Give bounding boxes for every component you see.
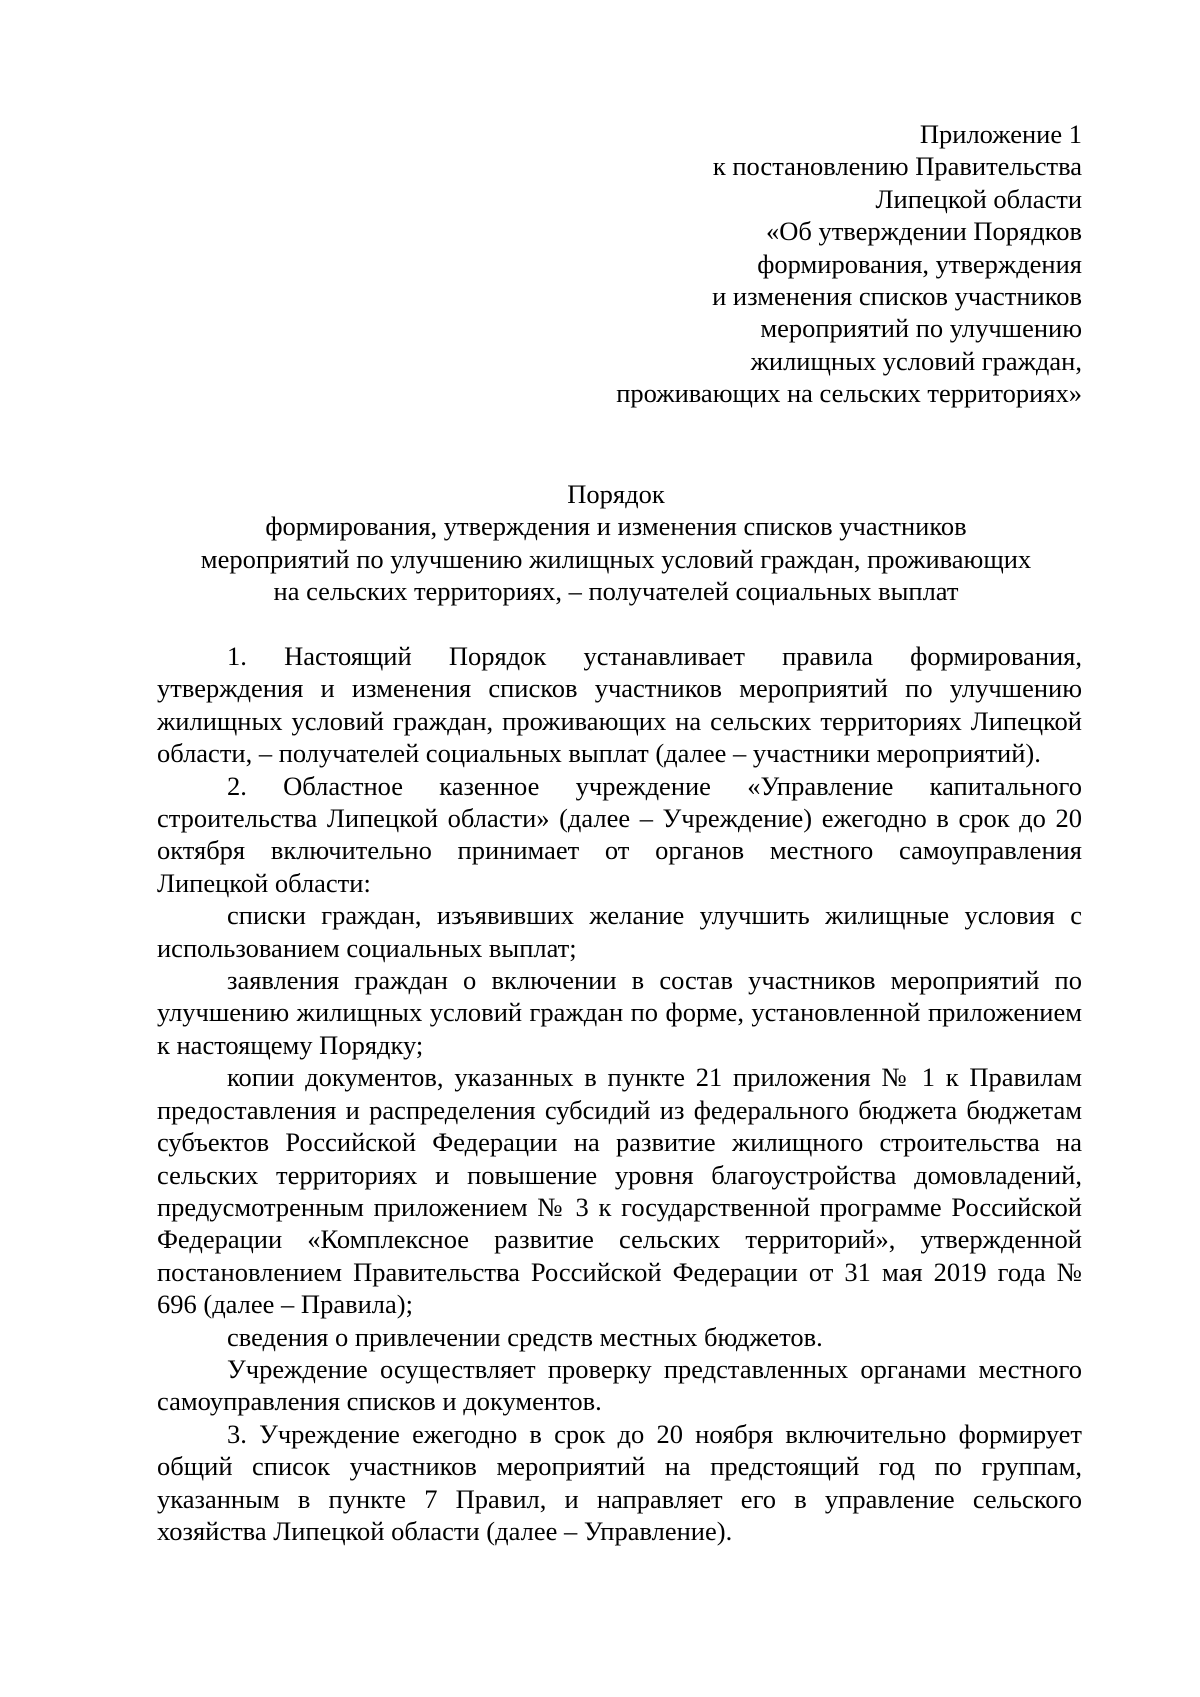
appendix-line: к постановлению Правительства	[712, 151, 1082, 182]
title-line: Порядок	[567, 479, 665, 509]
paragraph-document-copies: копии документов, указанных в пункте 21 приложения № 1 к Правилам предоставления и распределения субсидий из федерального бюджета бюджетам субъектов Российской Федерации на развитие жилищного строительства на сельских территориях и повышение уровня благоустройства домовладений, предусмотренным приложением № 3 к государственной программе Российской Федерации «Комплексное развитие сельских территорий», утвержденной постановлением Правительства Российской Федерации от 31 мая 2019 года № 696 (далее – Правила);	[157, 1062, 1082, 1320]
paragraph-clause-2: 2. Областное казенное учреждение «Управление капитального строительства Липецкой области» (далее – Учреждение) ежегодно в срок до 20 октября включительно принимает от органов местного самоуправления Липецкой области:	[157, 770, 1082, 898]
title-line: формирования, утверждения и изменения списков участников	[265, 511, 967, 542]
appendix-line: «Об утверждении Порядков	[765, 216, 1082, 247]
appendix-line: жилищных условий граждан,	[750, 345, 1082, 376]
appendix-line: и изменения списков участников	[712, 281, 1082, 312]
paragraph-applications: заявления граждан о включении в состав участников мероприятий по улучшению жилищных условий граждан по форме, установленной приложением к настоящему Порядку;	[157, 965, 1082, 1060]
appendix-line: Приложение 1	[919, 119, 1082, 149]
appendix-line: формирования, утверждения	[757, 248, 1082, 279]
paragraph-clause-3: 3. Учреждение ежегодно в срок до 20 ноября включительно формирует общий список участников мероприятий на предстоящий год по группам, указанным в пункте 7 Правил, и направляет его в управление сельского хозяйства Липецкой области (далее – Управление).	[157, 1418, 1082, 1546]
title-line: мероприятий по улучшению жилищных условий граждан, проживающих	[200, 543, 1032, 574]
paragraph-lists: списки граждан, изъявивших желание улучшить жилищные условия с использованием социальных выплат;	[157, 900, 1082, 963]
document-title	[150, 478, 1082, 608]
appendix-header	[482, 118, 1082, 410]
appendix-line: Липецкой области	[875, 183, 1082, 214]
paragraph-local-budgets: сведения о привлечении средств местных бюджетов.	[227, 1321, 823, 1352]
document-body	[157, 640, 1082, 1547]
appendix-line: мероприятий по улучшению	[760, 313, 1082, 344]
paragraph-clause-1: 1. Настоящий Порядок устанавливает правила формирования, утверждения и изменения списков участников мероприятий по улучшению жилищных условий граждан, проживающих на сельских территориях Липецкой области, – получателей социальных выплат (далее – участники мероприятий).	[157, 641, 1082, 769]
appendix-line: проживающих на сельских территориях»	[616, 378, 1082, 409]
paragraph-verification: Учреждение осуществляет проверку представленных органами местного самоуправления списков и документов.	[157, 1353, 1082, 1417]
title-line: на сельских территориях, – получателей социальных выплат	[273, 576, 959, 607]
